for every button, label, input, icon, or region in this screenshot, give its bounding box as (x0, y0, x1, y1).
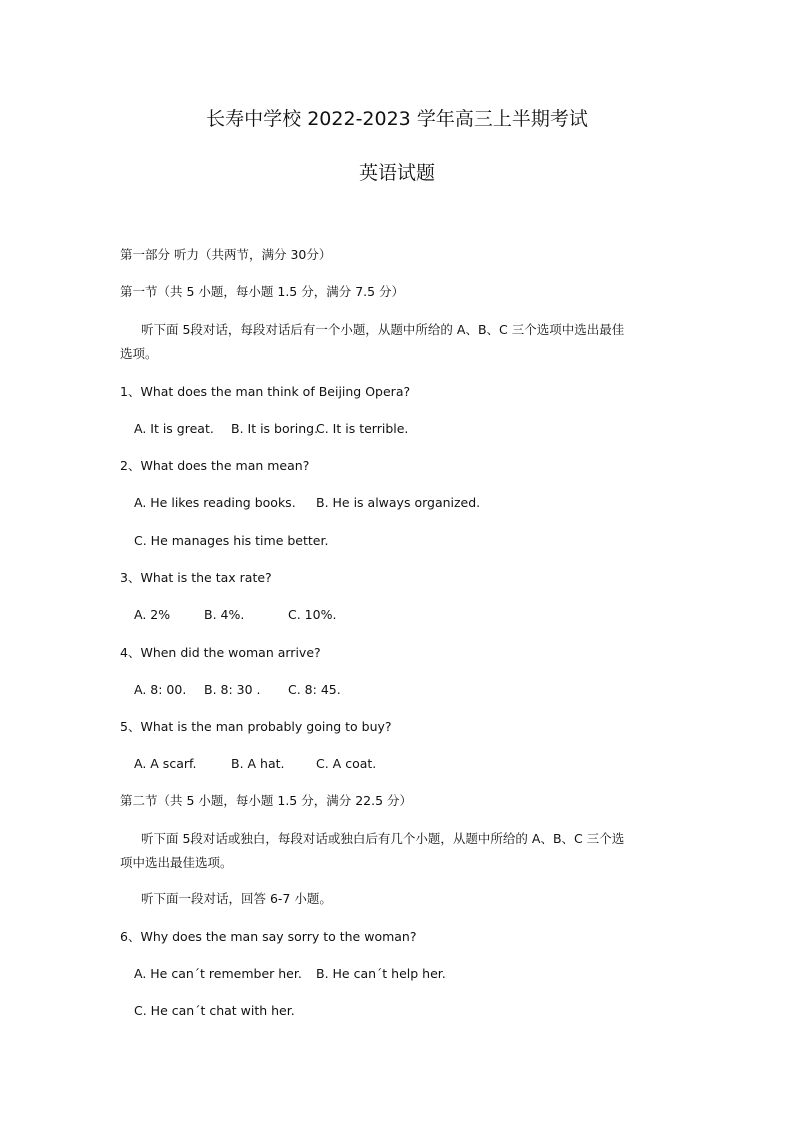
question-5-option-b: B. A hat. (231, 756, 285, 771)
question-3: 3、What is the tax rate? (120, 570, 272, 585)
question-4-option-c: C. 8: 45. (288, 682, 341, 697)
section1-instruction-line1: 听下面 5段对话，每段对话后有一个小题，从题中所给的 A、B、C 三个选项中选出最佳 (141, 322, 625, 337)
question-2: 2、What does the man mean? (120, 458, 310, 473)
question-6-option-c: C. He can΄t chat with her. (134, 1003, 295, 1018)
section2-sub-instruction: 听下面一段对话，回答 6-7 小题。 (141, 891, 332, 906)
question-3-option-a: A. 2% (134, 607, 171, 622)
question-3-option-b: B. 4%. (204, 607, 245, 622)
question-1-option-b: B. It is boring. (231, 421, 319, 436)
question-1-option-c: C. It is terrible. (316, 421, 409, 436)
section2-instruction-line2: 项中选出最佳选项。 (120, 855, 233, 870)
part1-heading: 第一部分 听力（共两节，满分 30分） (120, 247, 332, 262)
question-2-option-c: C. He manages his time better. (134, 533, 329, 548)
question-4-option-a: A. 8: 00. (134, 682, 187, 697)
question-4-option-b: B. 8: 30 . (204, 682, 261, 697)
section1-instruction-line2: 选项。 (120, 346, 158, 361)
question-5-option-a: A. A scarf. (134, 756, 197, 771)
question-6-option-a: A. He can΄t remember her. (134, 966, 302, 981)
question-3-option-c: C. 10%. (288, 607, 337, 622)
question-5-option-c: C. A coat. (316, 756, 377, 771)
question-6-option-b: B. He can΄t help her. (316, 966, 446, 981)
question-4: 4、When did the woman arrive? (120, 645, 321, 660)
section1-heading: 第一节（共 5 小题，每小题 1.5 分，满分 7.5 分） (120, 284, 405, 299)
question-2-option-b: B. He is always organized. (316, 495, 481, 510)
question-6: 6、Why does the man say sorry to the woman? (120, 929, 417, 944)
section2-heading: 第二节（共 5 小题，每小题 1.5 分，满分 22.5 分） (120, 793, 413, 808)
section2-instruction-line1: 听下面 5段对话或独白，每段对话或独白后有几个小题，从题中所给的 A、B、C 三个选 (141, 831, 625, 846)
exam-subtitle: 英语试题 (358, 162, 435, 184)
question-2-option-a: A. He likes reading books. (134, 495, 296, 510)
exam-title: 长寿中学校 2022-2023 学年高三上半期考试 (206, 108, 588, 130)
question-5: 5、What is the man probably going to buy? (120, 719, 392, 734)
question-1-option-a: A. It is great. (134, 421, 214, 436)
question-1: 1、What does the man think of Beijing Opera? (120, 384, 411, 399)
